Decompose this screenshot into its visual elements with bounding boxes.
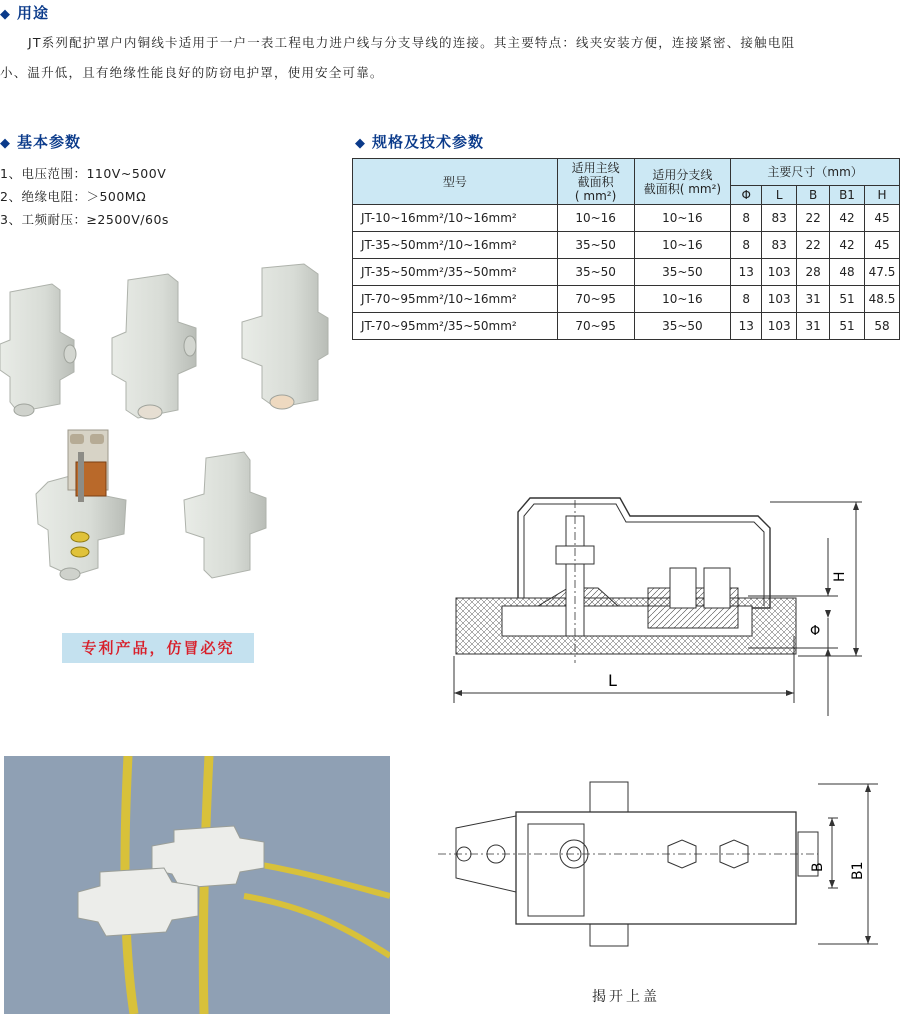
basic-params-heading [0, 131, 81, 152]
spec-cell-B1: 51 [830, 313, 865, 340]
param-item: 1、电压范围：110V~500V [0, 166, 167, 181]
spec-cell-branch: 10~16 [634, 232, 731, 259]
spec-cell-model: JT-35~50mm²/10~16mm² [353, 232, 558, 259]
spec-cell-B1: 42 [830, 205, 865, 232]
spec-row [353, 313, 900, 340]
spec-cell-B: 28 [797, 259, 830, 286]
col-model: 型号 [353, 159, 558, 205]
spec-cell-L: 103 [762, 313, 797, 340]
basic-params-list [0, 162, 169, 231]
spec-cell-phi: 8 [731, 286, 762, 313]
col-main-line-b: 截面积 [577, 174, 614, 189]
spec-row [353, 286, 900, 313]
cover-3 [242, 264, 328, 409]
spec-cell-model: JT-70~95mm²/35~50mm² [353, 313, 558, 340]
spec-table [352, 158, 900, 340]
usage-line-2: 小、温升低，且有绝缘性能良好的防窃电护罩，使用安全可靠。 [0, 65, 384, 80]
spec-heading [355, 131, 484, 152]
spec-row [353, 205, 900, 232]
label-L: L [608, 671, 617, 690]
spec-cell-H: 45 [864, 205, 899, 232]
diamond-icon: ◆ [0, 7, 11, 22]
spec-cell-branch: 35~50 [634, 313, 731, 340]
spec-cell-B: 22 [797, 205, 830, 232]
col-branch-line [634, 159, 731, 205]
usage-text [0, 28, 900, 88]
spec-cell-phi: 8 [731, 232, 762, 259]
spec-cell-B1: 48 [830, 259, 865, 286]
col-L: L [762, 186, 797, 205]
spec-cell-L: 103 [762, 286, 797, 313]
usage-title: 用途 [17, 4, 50, 22]
diamond-icon: ◆ [0, 136, 11, 151]
spec-cell-phi: 13 [731, 259, 762, 286]
col-phi: Φ [731, 186, 762, 205]
spec-cell-H: 45 [864, 232, 899, 259]
usage-line-1: JT系列配护罩户内铜线卡适用于一户一表工程电力进户线与分支导线的连接。其主要特点：线夹安装方便，连接紧密、接触电阻 [28, 35, 796, 50]
spec-cell-main: 35~50 [557, 232, 634, 259]
product-photo [0, 262, 335, 592]
spec-cell-B: 31 [797, 286, 830, 313]
patent-label: 专利产品，仿冒必究 [62, 633, 254, 663]
spec-cell-H: 58 [864, 313, 899, 340]
spec-cell-main: 70~95 [557, 313, 634, 340]
spec-cell-L: 83 [762, 205, 797, 232]
col-main-line-c: ( mm²) [574, 188, 617, 203]
top-view-drawing [438, 776, 888, 951]
spec-cell-B1: 42 [830, 232, 865, 259]
spec-cell-L: 103 [762, 259, 797, 286]
param-item: 3、工频耐压：≥2500V/60s [0, 212, 169, 227]
label-H: H [832, 571, 848, 582]
spec-cell-model: JT-35~50mm²/35~50mm² [353, 259, 558, 286]
col-branch-b: 截面积( mm²) [643, 181, 722, 196]
spec-title: 规格及技术参数 [372, 133, 485, 151]
spec-cell-main: 70~95 [557, 286, 634, 313]
col-branch-a: 适用分支线 [652, 167, 713, 182]
installation-photo [4, 756, 390, 1014]
basic-params-title: 基本参数 [17, 133, 82, 151]
col-main-line-a: 适用主线 [571, 160, 620, 175]
cover-1 [0, 284, 76, 416]
col-main-line [557, 159, 634, 205]
spec-cell-branch: 10~16 [634, 286, 731, 313]
diamond-icon: ◆ [355, 136, 366, 151]
spec-cell-H: 47.5 [864, 259, 899, 286]
label-phi: Φ [810, 624, 821, 639]
spec-cell-branch: 10~16 [634, 205, 731, 232]
col-B1: B1 [830, 186, 865, 205]
spec-cell-H: 48.5 [864, 286, 899, 313]
spec-cell-model: JT-10~16mm²/10~16mm² [353, 205, 558, 232]
spec-cell-B1: 51 [830, 286, 865, 313]
cover-2 [112, 274, 196, 419]
opened-clamp [36, 430, 126, 580]
spec-cell-phi: 13 [731, 313, 762, 340]
label-B1: B1 [850, 861, 866, 880]
spec-row [353, 232, 900, 259]
col-H: H [864, 186, 899, 205]
col-B: B [797, 186, 830, 205]
param-item: 2、绝缘电阻：＞500MΩ [0, 189, 147, 204]
spec-cell-main: 10~16 [557, 205, 634, 232]
spec-row [353, 259, 900, 286]
cover-4 [184, 452, 266, 578]
spec-cell-B: 31 [797, 313, 830, 340]
spec-cell-branch: 35~50 [634, 259, 731, 286]
label-B: B [810, 862, 826, 872]
spec-cell-model: JT-70~95mm²/10~16mm² [353, 286, 558, 313]
section-drawing [448, 488, 868, 720]
spec-cell-main: 35~50 [557, 259, 634, 286]
usage-heading [0, 2, 49, 23]
drawing-caption: 揭开上盖 [592, 989, 660, 1005]
spec-cell-B: 22 [797, 232, 830, 259]
spec-cell-L: 83 [762, 232, 797, 259]
spec-cell-phi: 8 [731, 205, 762, 232]
col-dims: 主要尺寸（mm） [731, 159, 900, 186]
